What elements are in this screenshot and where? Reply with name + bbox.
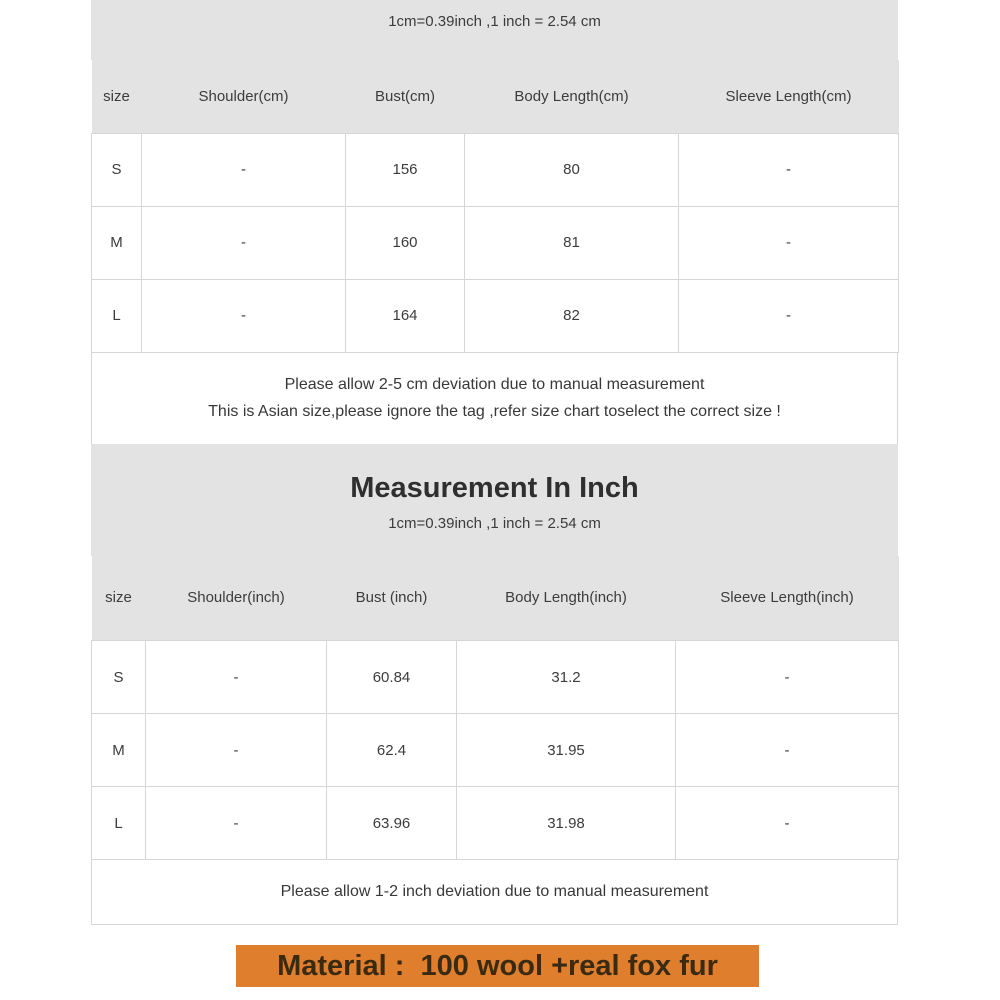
table-row-m [92, 206, 899, 279]
table-cell: 31.2 [457, 641, 676, 714]
inch-section-header [91, 444, 898, 556]
table-cell: - [679, 206, 899, 279]
column-header-size: size [92, 60, 142, 133]
table-cell: 82 [465, 279, 679, 352]
table-cell: S [92, 641, 146, 714]
table-cell: 60.84 [327, 641, 457, 714]
table-cell: 80 [465, 133, 679, 206]
cm-deviation-notes [91, 353, 898, 444]
cm-header-row [92, 60, 899, 133]
table-cell: - [142, 279, 346, 352]
table-cell: 63.96 [327, 787, 457, 860]
asian-size-note: This is Asian size,please ignore the tag ,refer size chart toselect the correct size ! [208, 403, 781, 420]
table-cell: 31.95 [457, 714, 676, 787]
size-chart-inch-table [91, 556, 899, 861]
material-label: Material : 100 wool +real fox fur [277, 949, 718, 982]
table-cell: L [92, 279, 142, 352]
table-row-s [92, 641, 899, 714]
table-cell: 160 [346, 206, 465, 279]
table-cell: 156 [346, 133, 465, 206]
table-cell: - [146, 787, 327, 860]
table-cell: - [676, 641, 899, 714]
table-cell: 81 [465, 206, 679, 279]
inch-conversion-note: 1cm=0.39inch ,1 inch = 2.54 cm [388, 514, 601, 532]
column-header-sleeve-length: Sleeve Length(cm) [679, 60, 899, 133]
table-cell: - [142, 133, 346, 206]
column-header-body-length: Body Length(cm) [465, 60, 679, 133]
material-banner [236, 945, 759, 987]
size-chart-page [91, 0, 898, 987]
table-cell: 31.98 [457, 787, 676, 860]
inch-deviation-notes [91, 860, 898, 925]
table-cell: 62.4 [327, 714, 457, 787]
table-cell: - [142, 206, 346, 279]
column-header-body-length: Body Length(inch) [457, 556, 676, 641]
table-cell: M [92, 714, 146, 787]
table-cell: L [92, 787, 146, 860]
table-row-m [92, 714, 899, 787]
table-cell: 164 [346, 279, 465, 352]
column-header-shoulder: Shoulder(inch) [146, 556, 327, 641]
column-header-bust: Bust(cm) [346, 60, 465, 133]
inch-section-title: Measurement In Inch [350, 471, 639, 504]
table-row-l [92, 787, 899, 860]
table-cell: M [92, 206, 142, 279]
column-header-bust: Bust (inch) [327, 556, 457, 641]
inch-header-row [92, 556, 899, 641]
table-cell: - [676, 787, 899, 860]
column-header-size: size [92, 556, 146, 641]
table-row-s [92, 133, 899, 206]
column-header-shoulder: Shoulder(cm) [142, 60, 346, 133]
table-cell: - [146, 641, 327, 714]
column-header-sleeve-length: Sleeve Length(inch) [676, 556, 899, 641]
table-cell: - [679, 279, 899, 352]
deviation-note: Please allow 1-2 inch deviation due to manual measurement [280, 883, 709, 900]
table-cell: - [679, 133, 899, 206]
table-cell: - [146, 714, 327, 787]
table-cell: - [676, 714, 899, 787]
table-cell: S [92, 133, 142, 206]
cm-conversion-note [91, 0, 898, 60]
deviation-note: Please allow 2-5 cm deviation due to manual measurement [284, 376, 705, 393]
size-chart-cm-table [91, 60, 899, 353]
conversion-text: 1cm=0.39inch ,1 inch = 2.54 cm [388, 13, 601, 30]
table-row-l [92, 279, 899, 352]
